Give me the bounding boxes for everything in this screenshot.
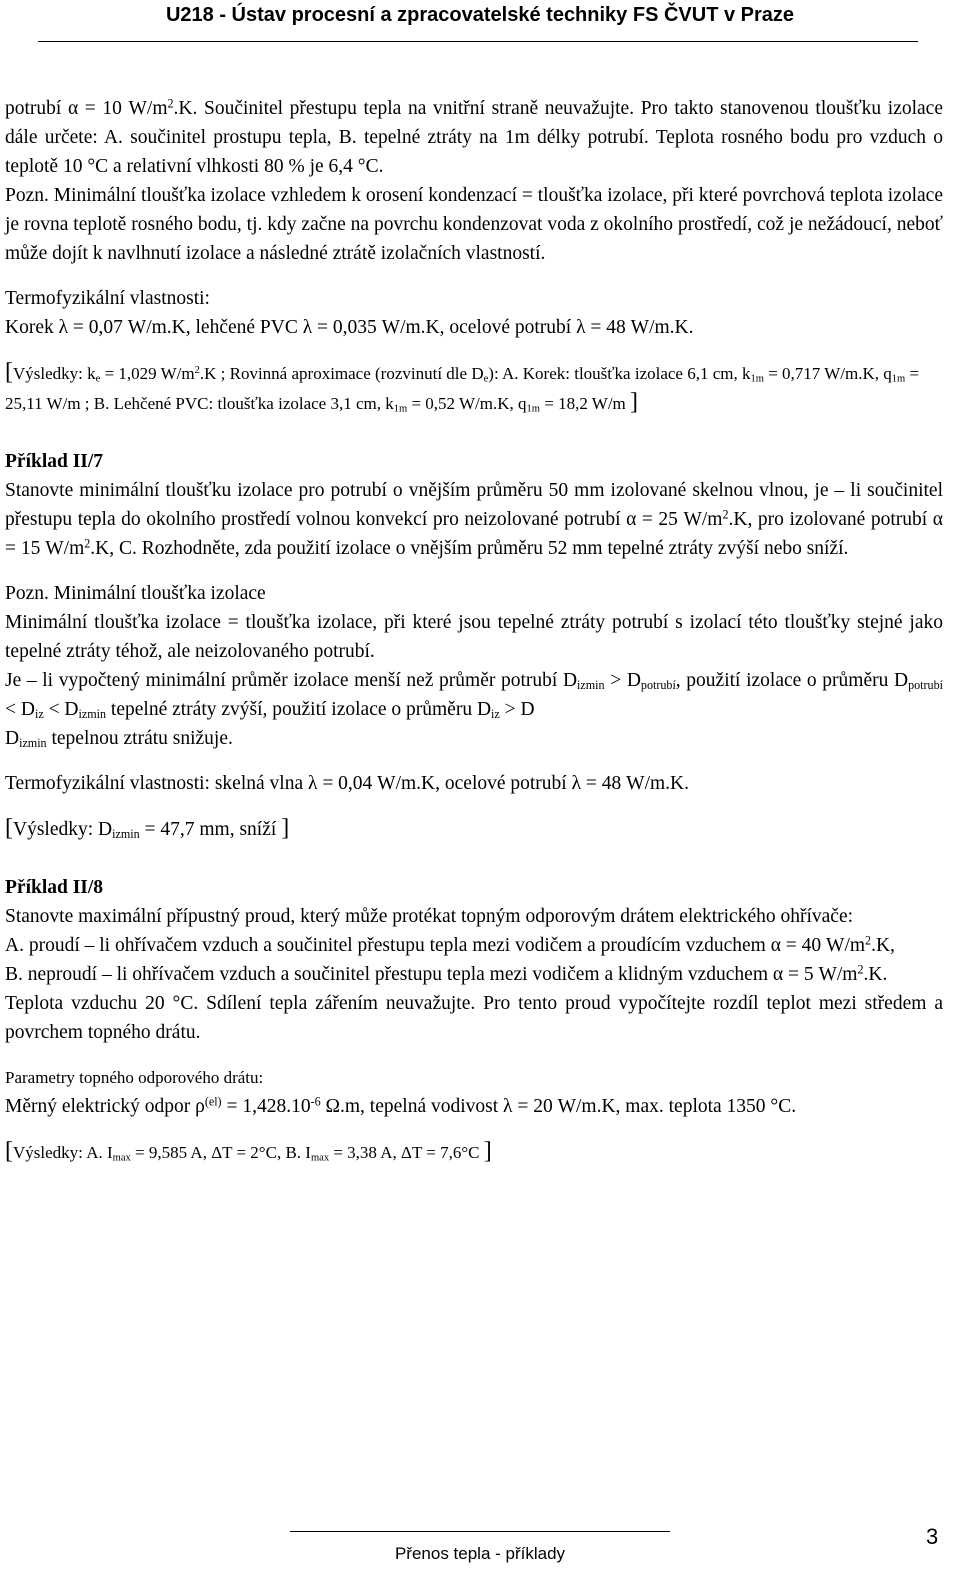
properties-values: Korek λ = 0,07 W/m.K, lehčené PVC λ = 0,035 W/m.K, ocelové potrubí λ = 48 W/m.K. — [5, 317, 694, 338]
results-ii8: [Výsledky: A. $I_{max} = 9,585$ A, ΔT = 2°C, B. $I_{max} = 3,38$ A, ΔT = 7,6°C ] — [5, 1138, 492, 1164]
example-ii8-title: Příklad II/8 — [5, 877, 104, 898]
properties-ii7: Termofyzikální vlastnosti: skelná vlna λ = 0,04 W/m.K, ocelové potrubí λ = 48 W/m.K. — [5, 773, 689, 794]
results-ii6: [Výsledky: $k_e = 1,029$ $W/m^2.K$ ; Rovinná aproximace (rozvinutí dle $D_e$): A. Korek: tloušťka izolace 6,1 cm, $k_{1m} = 0,717$ W/m.K, $q_{1m} = 25,11$ W/m ; B. Lehčené PVC: tloušťka izolace 3,1 cm, $k_{1m} = 0,52$ W/m.K, $q_{1m} = 18,2$ W/m ] — [5, 359, 920, 415]
paragraph-continuation: potrubí α = 10 $W/m^2.K$. Součinitel přestupu tepla na vnitřní straně neuvažujte. Pro takto stanovenou tloušťku izolace dále určete: A. součinitel prostupu tepla, B. tepelné ztráty na 1m délky potrubí. Teplota rosného bodu pro vzduch o teplotě 10 °C a relativní vlhkosti 80 % je 6,4 °C. — [5, 96, 943, 177]
wire-params-label: Parametry topného odporového drátu: — [5, 1068, 264, 1087]
example-ii8-task: Teplota vzduchu 20 °C. Sdílení tepla zářením neuvažujte. Pro tento proud vypočítejte rozdíl teplot mezi středem a povrchem topného drátu. — [5, 993, 943, 1043]
page-number: 3 — [926, 1524, 939, 1549]
example-ii8-case-b: B. neproudí – li ohřívačem vzduch a součinitel přestupu tepla mezi vodičem a klidným vzduchem α = 5 $W/m^2.K$. — [5, 962, 888, 985]
properties-label: Termofyzikální vlastnosti: — [5, 288, 210, 309]
note-definition: Minimální tloušťka izolace = tloušťka izolace, při které jsou tepelné ztráty potrubí s izolací této tloušťky stejné jako tepelné ztráty téhož, ale neizolovaného potrubí. — [5, 612, 943, 662]
page-footer: Přenos tepla - příklady — [394, 1544, 566, 1563]
wire-params-values: Měrný elektrický odpor $\rho^{(el)} = 1,428.10^{-6}$ Ω.m, tepelná vodivost λ = 20 W/m.K, max. teplota 1350 °C. — [5, 1094, 797, 1117]
note-diameter-rule: Je – li vypočtený minimální průměr izolace menší než průměr potrubí $D_{izmin} > D_{potrubí}$, použití izolace o průměru $D_{potrubí} < D_{iz} < D_{izmin}$ tepelné ztráty zvýší, použití izolace o průměru $D_{iz} > D$ $D_{izmin}$ tepelnou ztrátu snižuje. — [5, 670, 943, 751]
example-ii7-text: Stanovte minimální tloušťku izolace pro potrubí o vnějším průměru 50 mm izolované skelnou vlnou, je – li součinitel přestupu tepla do okolního prostředí volnou konvekcí pro neizolované potrubí α = 25 $W/m^2.K$, pro izolované potrubí α = 15 $W/m^2.K$, C. Rozhodněte, zda použití izolace o vnějším průměru 52 mm tepelné ztráty zvýší nebo sníží. — [5, 480, 943, 559]
note-dew-point: Pozn. Minimální tloušťka izolace vzhledem k orosení kondenzací = tloušťka izolace, při které povrchová teplota izolace je rovna teplotě rosného bodu, tj. kdy začne na povrchu kondenzovat voda z okolního prostředí, což je nežádoucí, neboť může dojít k navlhnutí izolace a následné ztrátě izolačních vlastností. — [5, 185, 943, 264]
example-ii7-title: Příklad II/7 — [5, 451, 104, 472]
note-title: Pozn. Minimální tloušťka izolace — [5, 583, 266, 604]
page-content — [5, 94, 943, 1167]
page-header: U218 - Ústav procesní a zpracovatelské techniky FS ČVUT v Praze — [165, 4, 795, 26]
example-ii8-case-a: A. proudí – li ohřívačem vzduch a součinitel přestupu tepla mezi vodičem a proudícím vzduchem α = 40 $W/m^2.K$, — [5, 933, 895, 956]
results-ii7: [Výsledky: $D_{izmin} = 47,7$ mm, sníží ] — [5, 815, 290, 842]
header-rule — [38, 41, 918, 42]
footer-rule — [290, 1531, 670, 1532]
example-ii8-intro: Stanovte maximální přípustný proud, který může protékat topným odporovým drátem elektrického ohřívače: — [5, 906, 854, 927]
